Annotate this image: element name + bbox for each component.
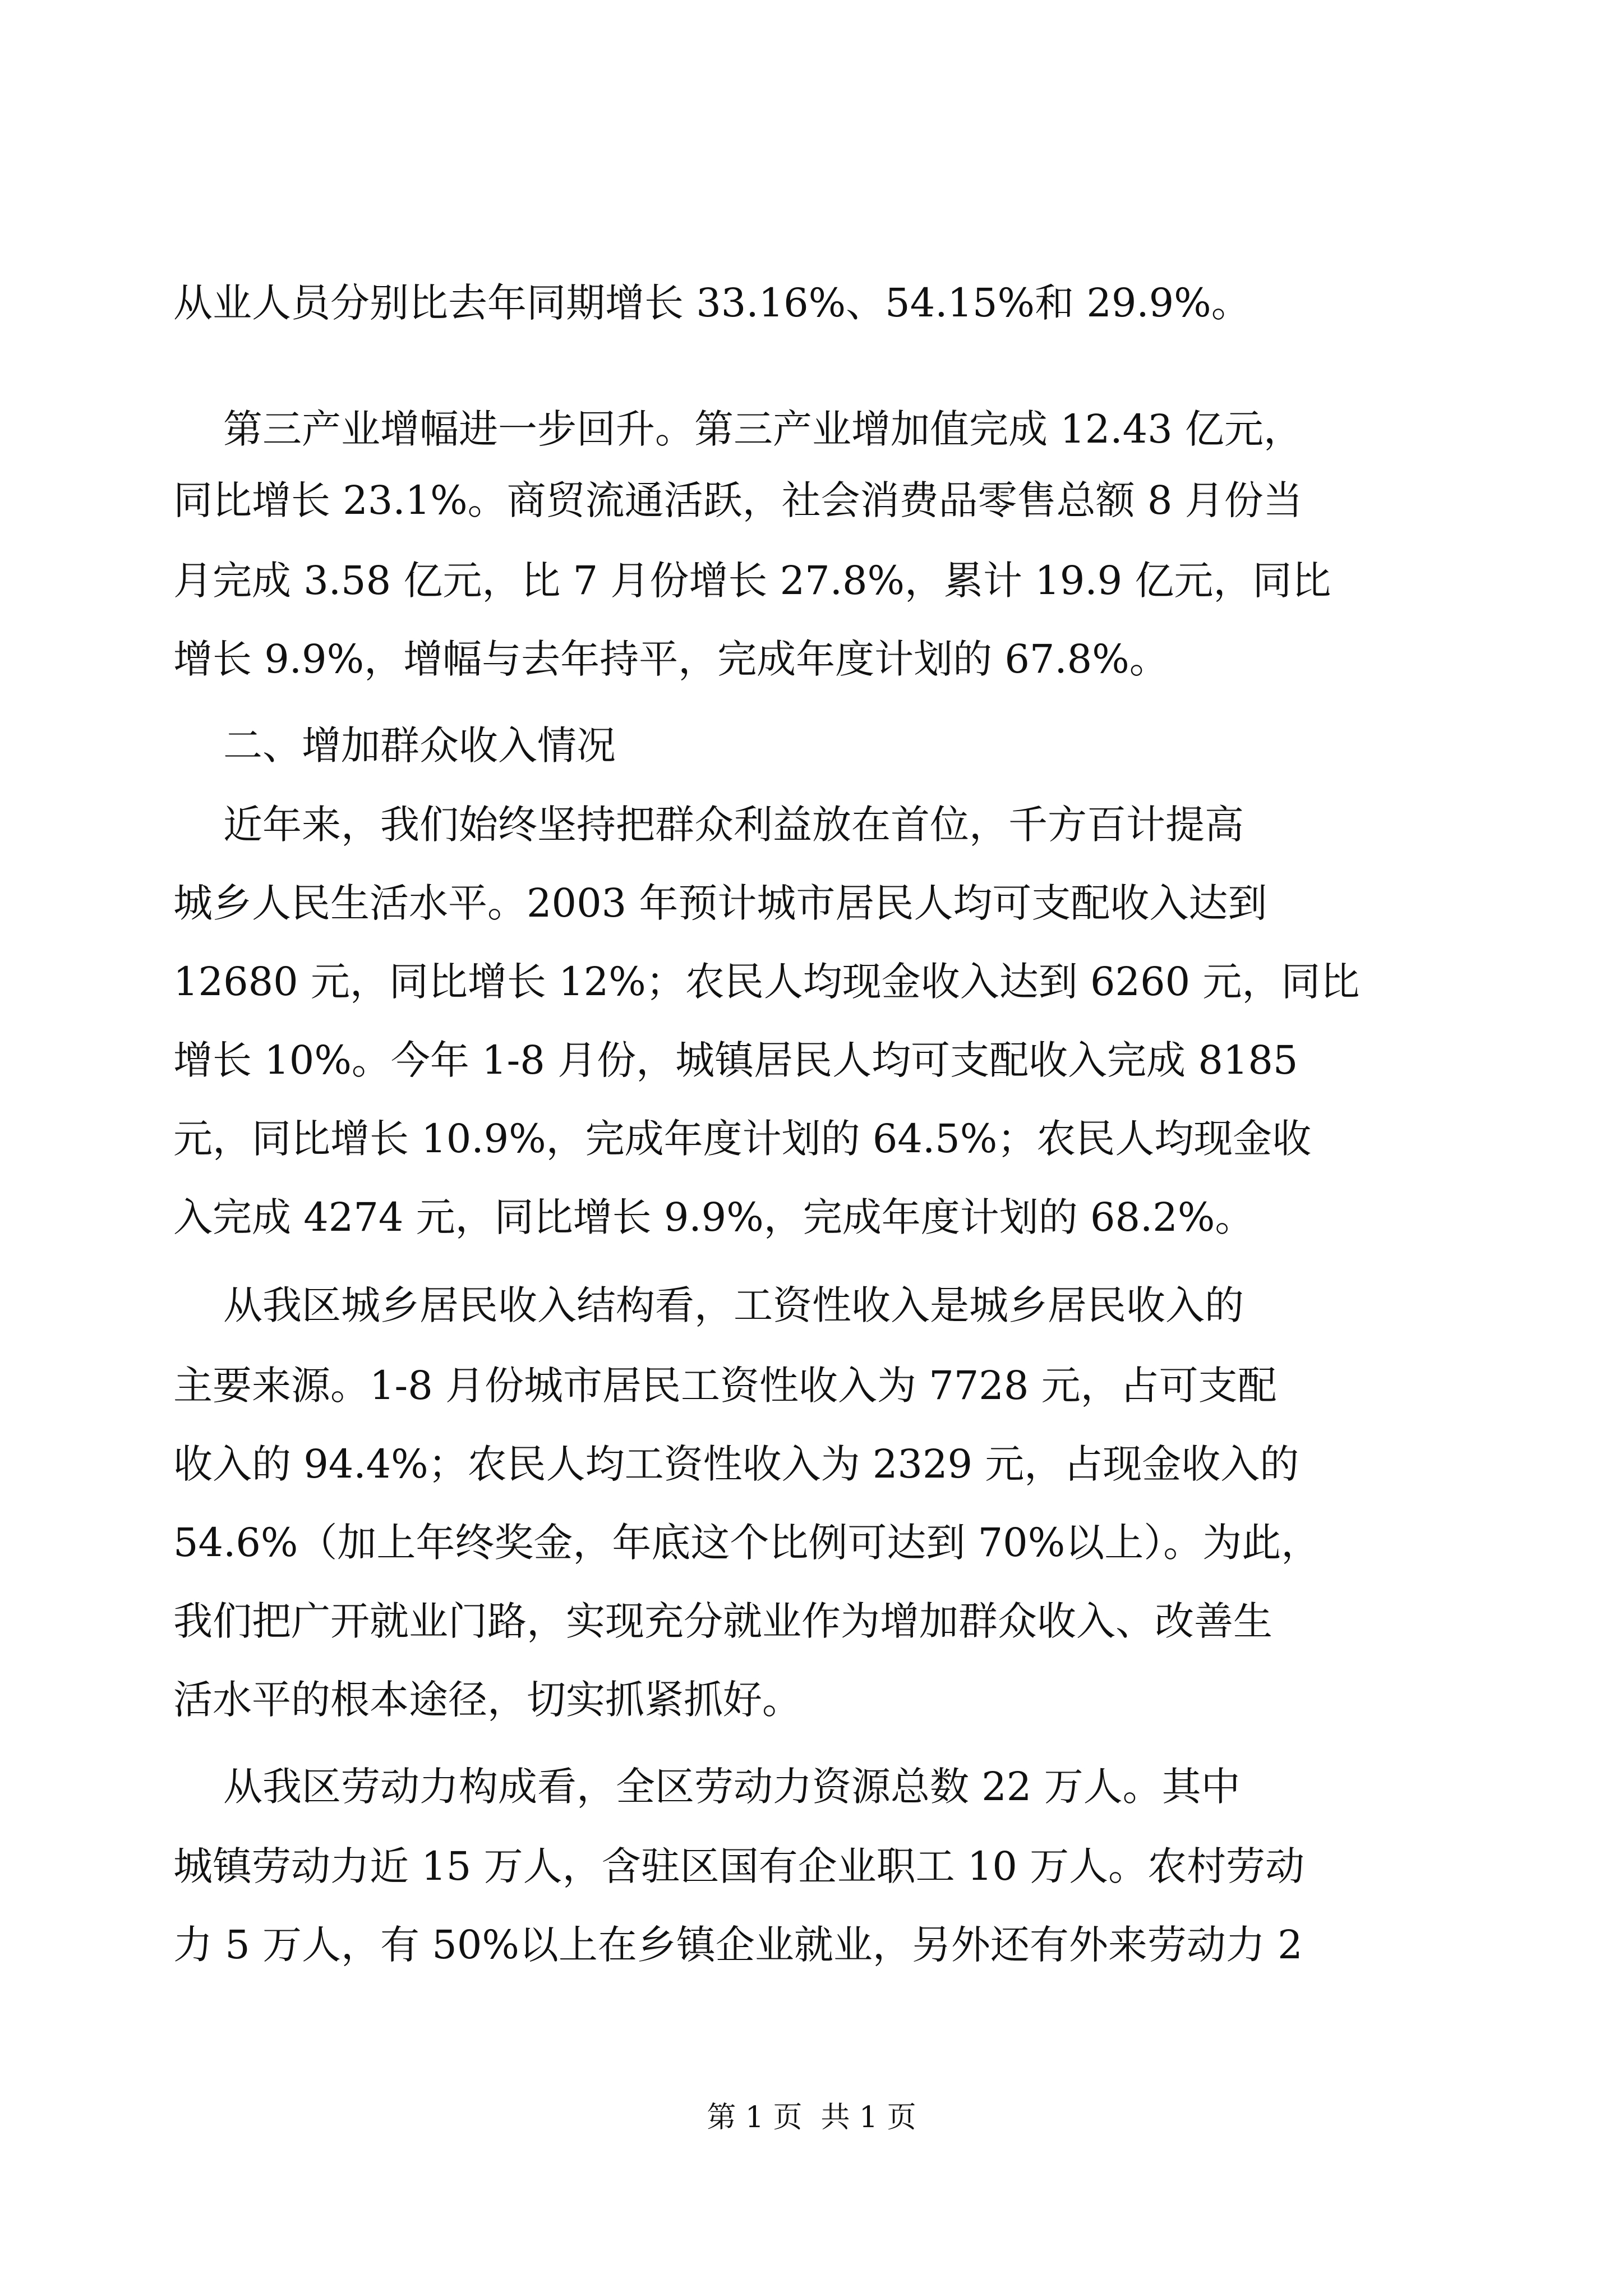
text-line: 主要来源。1-8 月份城市居民工资性收入为 7728 元，占可支配 [173, 1363, 1277, 1409]
text-line: 同比增长 23.1%。商贸流通活跃，社会消费品零售总额 8 月份当 [173, 477, 1303, 523]
text-line: 城乡人民生活水平。2003 年预计城市居民人均可支配收入达到 [173, 880, 1267, 926]
text-line: 12680 元，同比增长 12%；农民人均现金收入达到 6260 元，同比 [173, 959, 1360, 1005]
text-line: 增长 10%。今年 1-8 月份，城镇居民人均可支配收入完成 8185 [173, 1037, 1298, 1083]
text-line: 从我区城乡居民收入结构看，工资性收入是城乡居民收入的 [173, 1282, 1244, 1328]
text-line: 从业人员分别比去年同期增长 33.16%、54.15%和 29.9%。 [173, 280, 1251, 326]
text-line: 入完成 4274 元，同比增长 9.9%，完成年度计划的 68.2%。 [173, 1194, 1255, 1240]
text-line: 近年来，我们始终坚持把群众利益放在首位，千方百计提高 [173, 802, 1244, 848]
text-line: 月完成 3.58 亿元，比 7 月份增长 27.8%，累计 19.9 亿元，同比 [173, 558, 1331, 604]
text-line: 54.6%（加上年终奖金，年底这个比例可达到 70%以上）。为此， [173, 1520, 1321, 1566]
page-footer: 第 1 页 共 1 页 [707, 2101, 916, 2134]
text-line: 元，同比增长 10.9%，完成年度计划的 64.5%；农民人均现金收 [173, 1116, 1312, 1162]
text-line: 第三产业增幅进一步回升。第三产业增加值完成 12.43 亿元， [173, 406, 1303, 452]
text-line: 我们把广开就业门路，实现充分就业作为增加群众收入、改善生 [173, 1598, 1272, 1644]
text-line: 城镇劳动力近 15 万人，含驻区国有企业职工 10 万人。农村劳动 [173, 1843, 1305, 1889]
text-line: 活水平的根本途径，切实抓紧抓好。 [173, 1677, 801, 1723]
section-heading: 二、增加群众收入情况 [173, 723, 616, 769]
text-line: 力 5 万人，有 50%以上在乡镇企业就业，另外还有外来劳动力 2 [173, 1922, 1303, 1968]
text-line: 从我区劳动力构成看，全区劳动力资源总数 22 万人。其中 [173, 1764, 1241, 1810]
text-line: 收入的 94.4%；农民人均工资性收入为 2329 元，占现金收入的 [173, 1441, 1299, 1487]
text-line: 增长 9.9%，增幅与去年持平，完成年度计划的 67.8%。 [173, 636, 1169, 682]
